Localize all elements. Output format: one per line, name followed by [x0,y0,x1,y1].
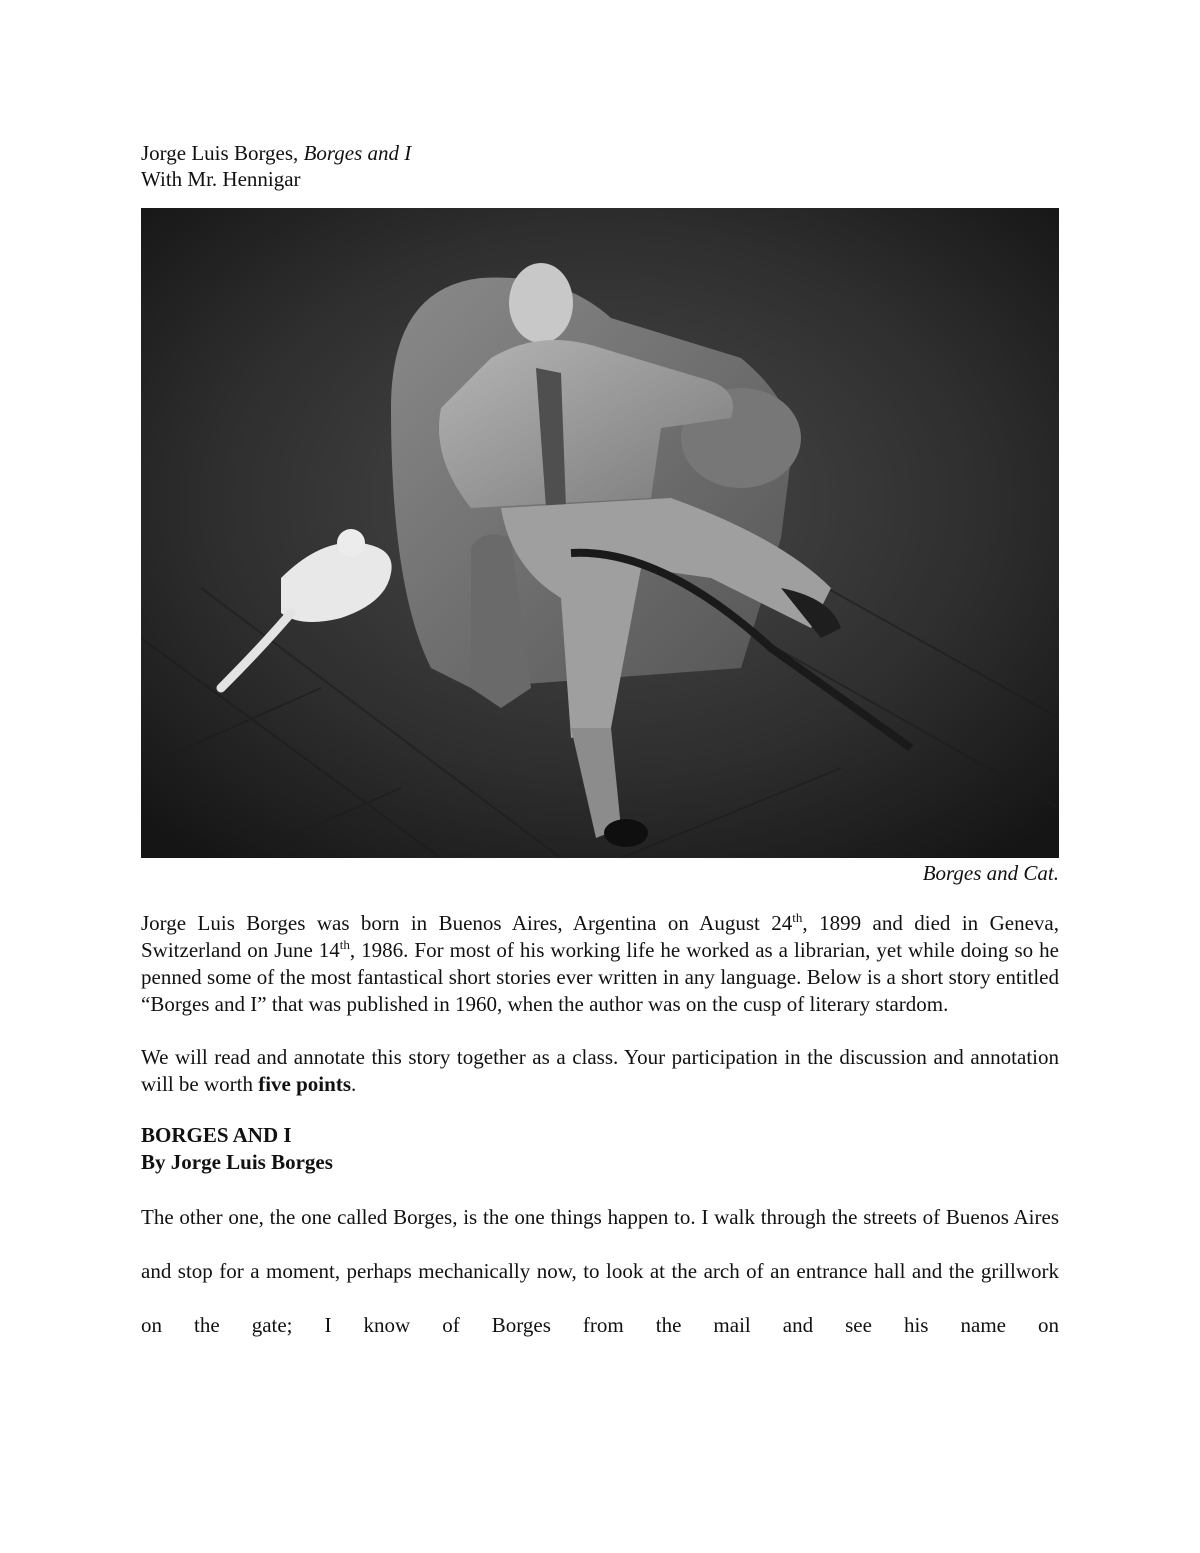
borges-photo [141,208,1059,858]
intro-paragraph [141,910,1059,1018]
work-title: Borges and I [303,141,412,165]
intro-text-2: , 1899 and died in Geneva, Switzerland on June 14 [141,911,1059,962]
ordinal-suffix-1: th [792,910,803,925]
points-emphasis: five points [258,1072,351,1096]
photo-caption: Borges and Cat. [922,861,1059,885]
document-page [141,140,1059,1373]
title-line [141,140,1059,166]
intro-text-3: , 1986. For most of his working life he worked as a librarian, yet while doing so he penned some of the most fantastical short stories ever written in any language. Below is a short story entitled “Borges and I” that was published in 1960, when the author was on the cusp of literary stardom. [141,938,1060,1016]
instructions-text: We will read and annotate this story together as a class. Your participation in the discussion and annotation will be worth [141,1045,1059,1096]
intro-text-1: Jorge Luis Borges was born in Buenos Aires, Argentina on August 24 [141,911,793,935]
teacher-line: With Mr. Hennigar [141,167,301,191]
story-byline: By Jorge Luis Borges [141,1150,333,1174]
instructions-end: . [351,1072,357,1096]
author-name: Jorge Luis Borges, [141,141,304,165]
story-text: The other one, the one called Borges, is the one things happen to. I walk through the streets of Buenos Aires and stop for a moment, perhaps mechanically now, to look at the arch of an entrance hall and the grillwork on the gate; I know of Borges from the mail and see his name on [141,1205,1059,1337]
ordinal-suffix-2: th [339,937,350,952]
instructions-paragraph [141,1044,1059,1098]
story-title: BORGES AND I [141,1123,292,1147]
